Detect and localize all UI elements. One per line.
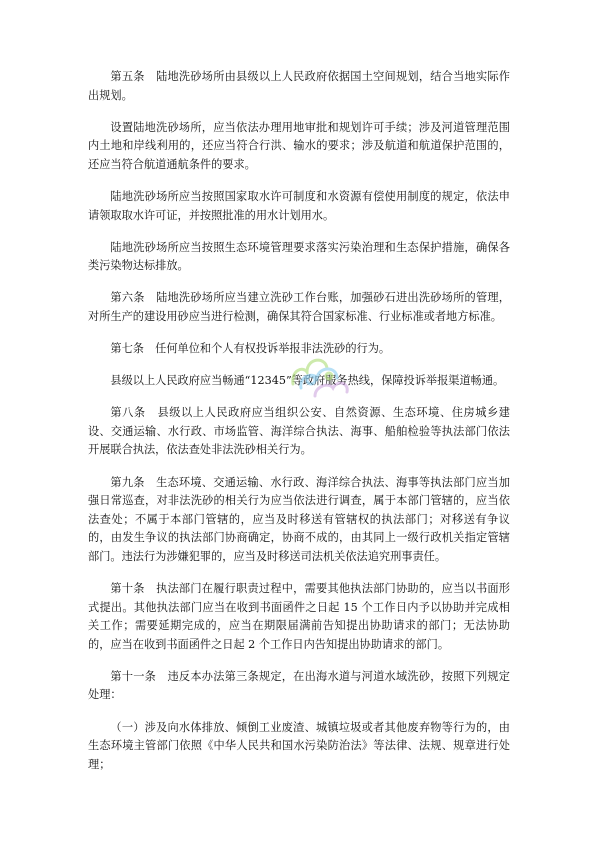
paragraph-article-6: 第六条 陆地洗砂场所应当建立洗砂工作台账，加强砂石进出洗砂场所的管理，对所生产的建设用砂应当进行检测，确保其符合国家标准、行业标准或者地方标准。: [88, 291, 510, 323]
paragraph-article-8: 第八条 县级以上人民政府应当组织公安、自然资源、生态环境、住房城乡建设、交通运输、水行政、市场监管、海洋综合执法、海事、船舶检验等执法部门依法开展联合执法，依法查处非法洗砂相关行为。: [88, 406, 510, 457]
paragraph-item-1: （一）涉及向水体排放、倾倒工业废渣、城镇垃圾或者其他废弃物等行为的，由生态环境主管部门依照《中华人民共和国水污染防治法》等法律、法规、规章进行处理；: [88, 720, 510, 771]
paragraph-water-permit: 陆地洗砂场所应当按照国家取水许可制度和水资源有偿使用制度的规定，依法申请领取取水许可证，并按照批准的用水计划用水。: [88, 189, 510, 222]
document-body: [88, 68, 510, 788]
paragraph-article-5: 第五条 陆地洗砂场所由县级以上人民政府依据国土空间规划，结合当地实际作出规划。: [88, 70, 510, 102]
paragraph-hotline: 县级以上人民政府应当畅通“12345”等政府服务热线，保障投诉举报渠道畅通。: [110, 374, 505, 388]
paragraph-pollution-control: 陆地洗砂场所应当按照生态环境管理要求落实污染治理和生态保护措施，确保各类污染物达标排放。: [88, 240, 510, 273]
paragraph-article-10: 第十条 执法部门在履行职责过程中，需要其他执法部门协助的，应当以书面形式提出。其他执法部门应当在收到书面函件之日起 15 个工作日内予以协助并完成相关工作；需要延期完成的，应当在期限届满前告知提出协助请求的部门；无法协助的，应当在收到书面函件之日起 2 个工作日内告知提出协助请求的部门。: [88, 581, 510, 651]
paragraph-land-approval: 设置陆地洗砂场所，应当依法办理用地审批和规划许可手续；涉及河道管理范围内土地和岸线利用的，还应当符合行洪、输水的要求；涉及航道和航道保护范围的，还应当符合航道通航条件的要求。: [88, 120, 510, 171]
paragraph-article-7: 第七条 任何单位和个人有权投诉举报非法洗砂的行为。: [110, 342, 391, 356]
paragraph-article-9: 第九条 生态环境、交通运输、水行政、海洋综合执法、海事等执法部门应当加强日常巡查，对非法洗砂的相关行为应当依法进行调查，属于本部门管辖的，应当依法查处；不属于本部门管辖的，应当及时移送有管辖权的执法部门；对移送有争议的，由发生争议的执法部门协商确定，协商不成的，由其同上一级行政机关指定管辖部门。违法行为涉嫌犯罪的，应当及时移送司法机关依法追究刑事责任。: [88, 475, 510, 563]
paragraph-article-11: 第十一条 违反本办法第三条规定，在出海水道与河道水域洗砂，按照下列规定处理：: [88, 669, 510, 702]
